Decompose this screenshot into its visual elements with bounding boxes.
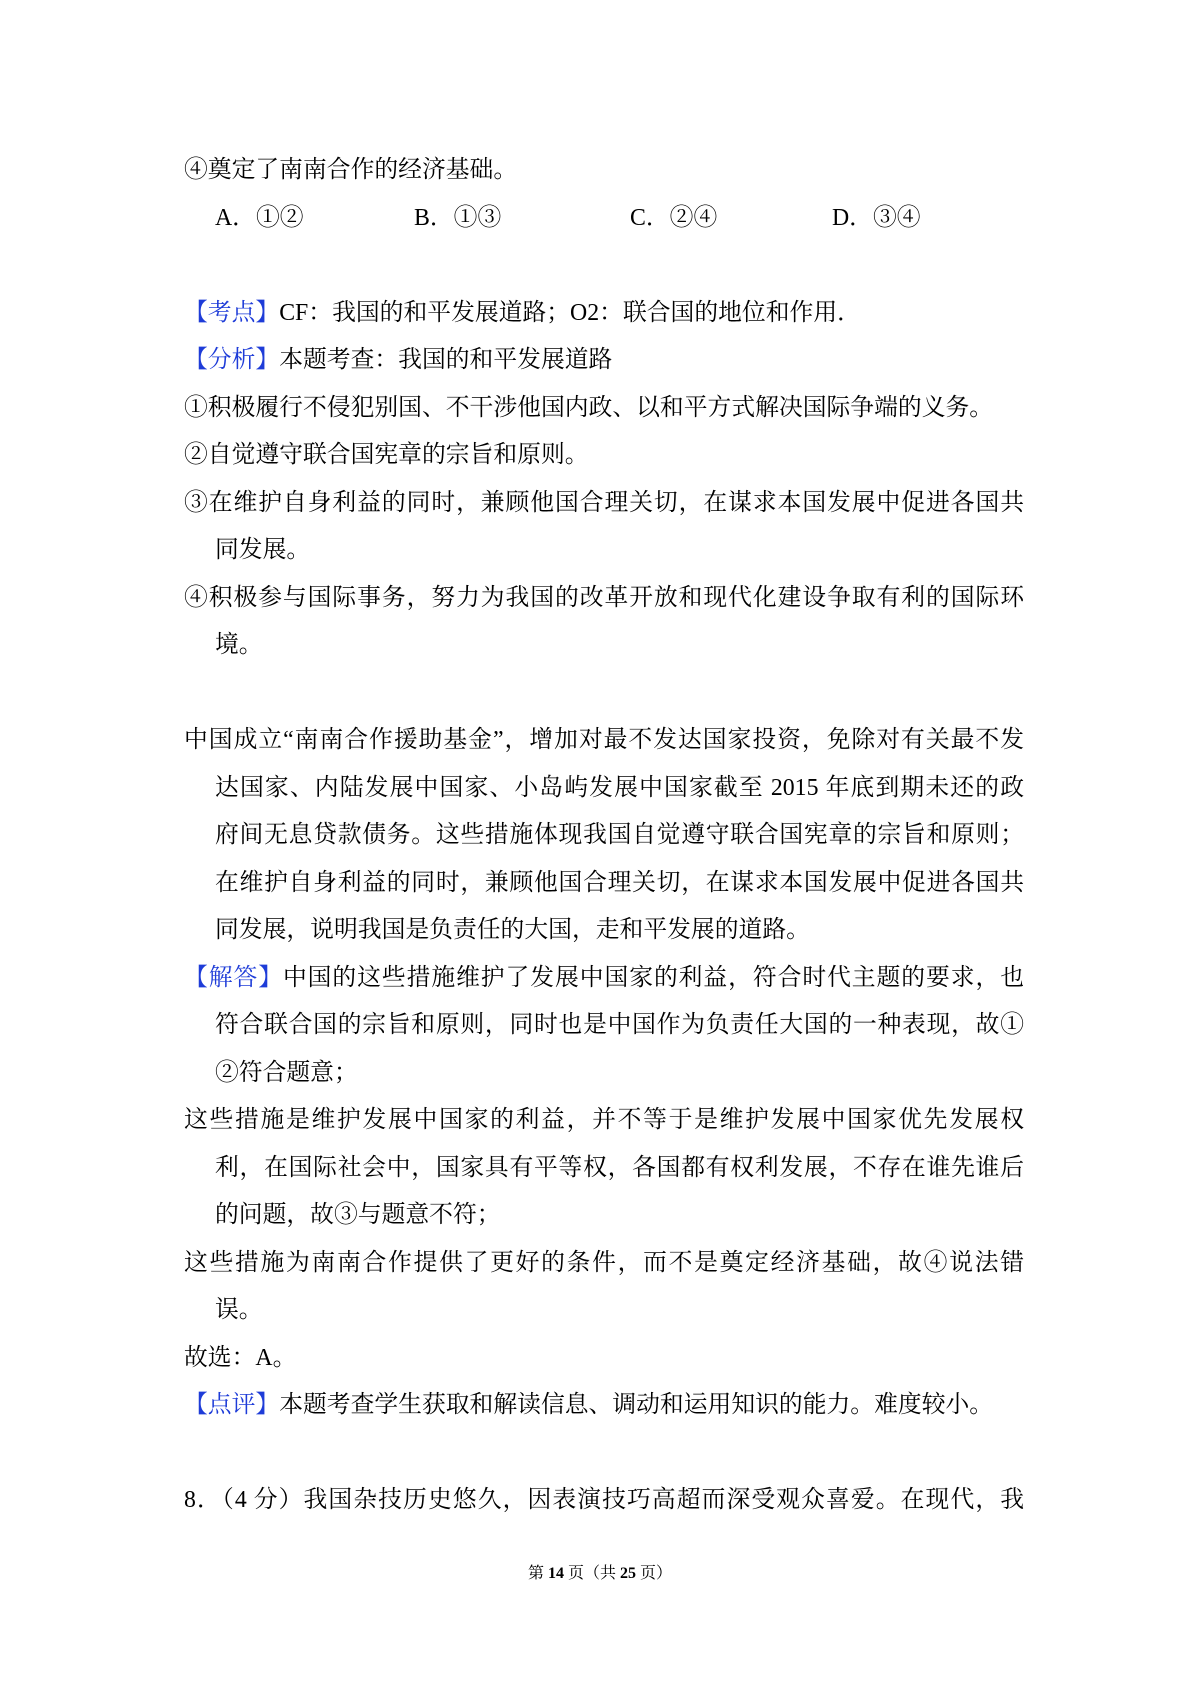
dianping-label: 【点评】 [184, 1392, 280, 1418]
blank-line [184, 670, 1024, 718]
footer-total-pages: 25 [620, 1565, 636, 1582]
fenxi-point-2: ②自觉遵守联合国宪章的宗旨和原则。 [184, 442, 589, 468]
jieda-label: 【解答】 [184, 964, 283, 991]
material-line-4: 在维护自身利益的同时，兼顾他国合理关切，在谋求本国发展中促进各国共 [215, 869, 1024, 896]
footer-middle: 页（共 [563, 1565, 620, 1582]
choice-a: A．①② [215, 204, 304, 231]
jieda-para2-line-3: 的问题，故③与题意不符； [215, 1202, 501, 1228]
fenxi-line [184, 337, 1024, 385]
jieda-para3-line-2: 误。 [215, 1297, 263, 1323]
next-question-line: 8．（4 分）我国杂技历史悠久，因表演技巧高超而深受观众喜爱。在现代，我 [184, 1487, 1024, 1513]
fenxi-point-4-line-2: 境。 [215, 632, 263, 658]
fenxi-point-3-line-1: ③在维护自身利益的同时，兼顾他国合理关切，在谋求本国发展中促进各国共 [184, 489, 1024, 516]
jieda-line-2: 符合联合国的宗旨和原则，同时也是中国作为负责任大国的一种表现，故① [215, 1012, 1024, 1038]
jieda-para3-line-1: 这些措施为南南合作提供了更好的条件，而不是奠定经济基础，故④说法错 [184, 1249, 1024, 1276]
kaodian-line [184, 290, 1024, 338]
material-line-3: 府间无息贷款债务。这些措施体现我国自觉遵守联合国宪章的宗旨和原则； [215, 822, 1024, 848]
kaodian-label: 【考点】 [184, 299, 280, 326]
fenxi-text: 本题考查：我国的和平发展道路 [279, 347, 613, 373]
answer-choices [184, 195, 1024, 243]
kaodian-text: CF：我国的和平发展道路；O2：联合国的地位和作用． [279, 299, 861, 326]
choice-b: B．①③ [414, 204, 502, 231]
footer-prefix: 第 [527, 1565, 548, 1582]
fenxi-point-1: ①积极履行不侵犯别国、不干涉他国内政、以和平方式解决国际争端的义务。 [184, 394, 994, 421]
fenxi-point-4-line-1: ④积极参与国际事务，努力为我国的改革开放和现代化建设争取有利的国际环 [184, 584, 1024, 611]
material-line-2: 达国家、内陆发展中国家、小岛屿发展中国家截至 2015 年底到期未还的政 [215, 774, 1024, 801]
answer-line: 故选：A。 [184, 1344, 297, 1371]
dianping-line [184, 1382, 1024, 1430]
material-line-5: 同发展，说明我国是负责任的大国，走和平发展的道路。 [215, 917, 810, 943]
dianping-text: 本题考查学生获取和解读信息、调动和运用知识的能力。难度较小。 [279, 1392, 994, 1418]
choice-c: C．②④ [630, 204, 718, 231]
material-line-1: 中国成立“南南合作援助基金”，增加对最不发达国家投资，免除对有关最不发 [184, 727, 1024, 753]
footer-page-number: 14 [547, 1565, 564, 1582]
jieda-line-1 [184, 955, 1024, 1003]
jieda-text: 中国的这些措施维护了发展中国家的利益，符合时代主题的要求，也 [282, 964, 1024, 991]
page-footer [0, 1562, 1200, 1586]
jieda-para2-line-1: 这些措施是维护发展中国家的利益，并不等于是维护发展中国家优先发展权 [184, 1107, 1024, 1133]
fenxi-label: 【分析】 [184, 347, 280, 373]
blank-line [184, 1430, 1024, 1478]
blank-line [184, 242, 1024, 290]
footer-suffix: 页） [636, 1565, 673, 1582]
page-content [184, 147, 1024, 1525]
jieda-line-3: ②符合题意； [215, 1059, 358, 1086]
jieda-para2-line-2: 利，在国际社会中，国家具有平等权，各国都有权利发展，不存在谁先谁后 [215, 1154, 1024, 1181]
fenxi-point-3-line-2: 同发展。 [215, 537, 311, 563]
choice-d: D．③④ [832, 204, 921, 231]
prev-question-option-4: ④奠定了南南合作的经济基础。 [184, 157, 518, 183]
